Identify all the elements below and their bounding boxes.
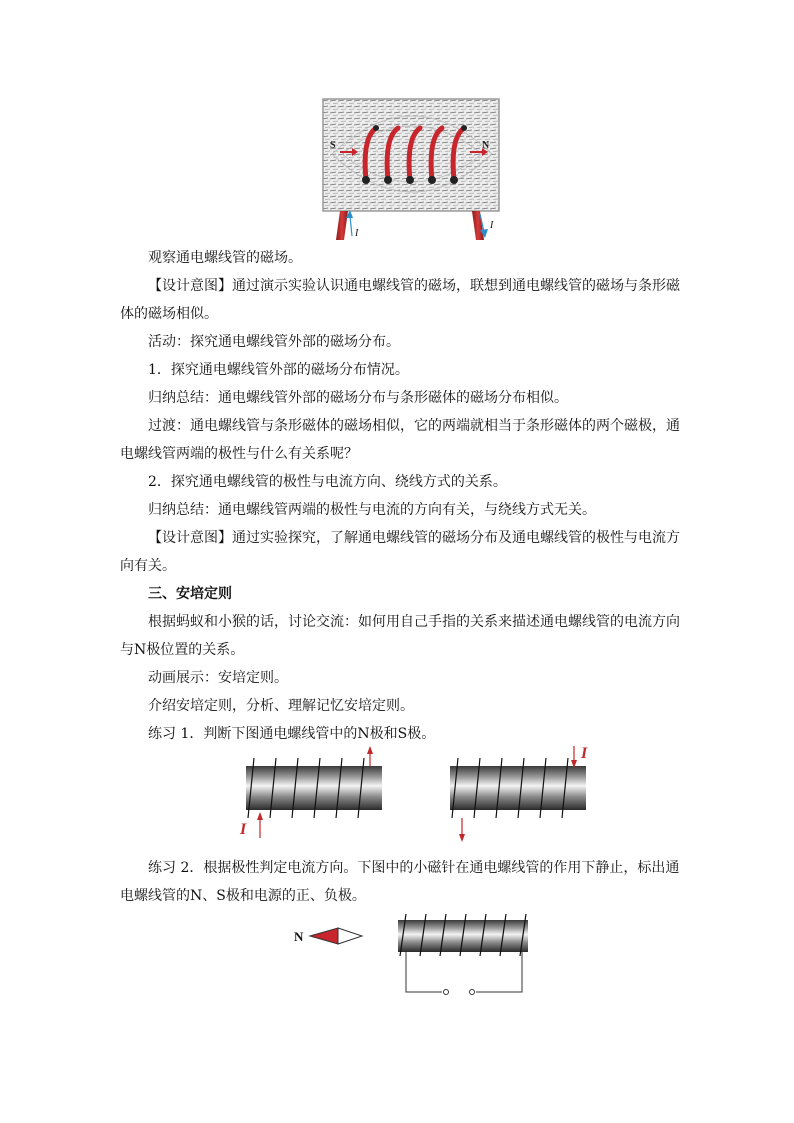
text-step-1: 1．探究通电螺线管外部的磁场分布情况。 [148, 362, 409, 378]
text-transition: 过渡：通电螺线管与条形磁体的磁场相似，它的两端就相当于条形磁体的两个磁极，通电螺线管两端的极性与什么有关系呢？ [120, 418, 680, 462]
text-design-intent-1: 【设计意图】通过演示实验认识通电螺线管的磁场，联想到通电螺线管的磁场与条形磁体的磁场相似。 [120, 278, 680, 322]
text-exercise-2: 练习 2．根据极性判定电流方向。下图中的小磁针在通电螺线管的作用下静止，标出通电螺线管的N、S极和电源的正、负极。 [120, 860, 680, 904]
exercise-1-solenoids [234, 746, 594, 846]
current-label-right: I [490, 220, 494, 231]
text-summary-2: 归纳总结：通电螺线管两端的极性与电流的方向有关，与绕线方式无关。 [148, 502, 596, 518]
text-introduce: 介绍安培定则，分析、理解记忆安培定则。 [148, 698, 414, 714]
exercise-2-solenoid-circuit [290, 912, 540, 998]
text-step-2: 2．探究通电螺线管的极性与电流方向、绕线方式的关系。 [148, 474, 507, 490]
compass-needle-north [310, 928, 338, 944]
text-exercise-1: 练习 1．判断下图通电螺线管中的N极和S极。 [148, 726, 436, 742]
solenoid-iron-filings-photo [322, 98, 500, 240]
needle-n-label: N [294, 929, 304, 944]
text-design-intent-2: 【设计意图】通过实验探究，了解通电螺线管的磁场分布及通电螺线管的极性与电流方向有关。 [120, 530, 680, 574]
current-label-left: I [355, 228, 359, 239]
text-observe: 观察通电螺线管的磁场。 [148, 250, 302, 266]
pole-n-label: N [482, 140, 490, 151]
text-summary-1: 归纳总结：通电螺线管外部的磁场分布与条形磁体的磁场分布相似。 [148, 390, 568, 406]
current-label-left-solenoid: I [240, 821, 247, 838]
power-terminal-left [444, 990, 449, 995]
current-label-right-solenoid: I [581, 745, 588, 762]
compass-needle-south [338, 928, 362, 944]
section-heading-ampere-rule: 三、安培定则 [148, 586, 232, 602]
power-terminal-right [470, 990, 475, 995]
text-animation: 动画展示：安培定则。 [148, 670, 288, 686]
text-discussion: 根据蚂蚁和小猴的话，讨论交流：如何用自己手指的关系来描述通电螺线管的电流方向与N极位置的关系。 [120, 614, 680, 658]
text-activity: 活动：探究通电螺线管外部的磁场分布。 [148, 334, 400, 350]
pole-s-label: S [330, 140, 336, 151]
